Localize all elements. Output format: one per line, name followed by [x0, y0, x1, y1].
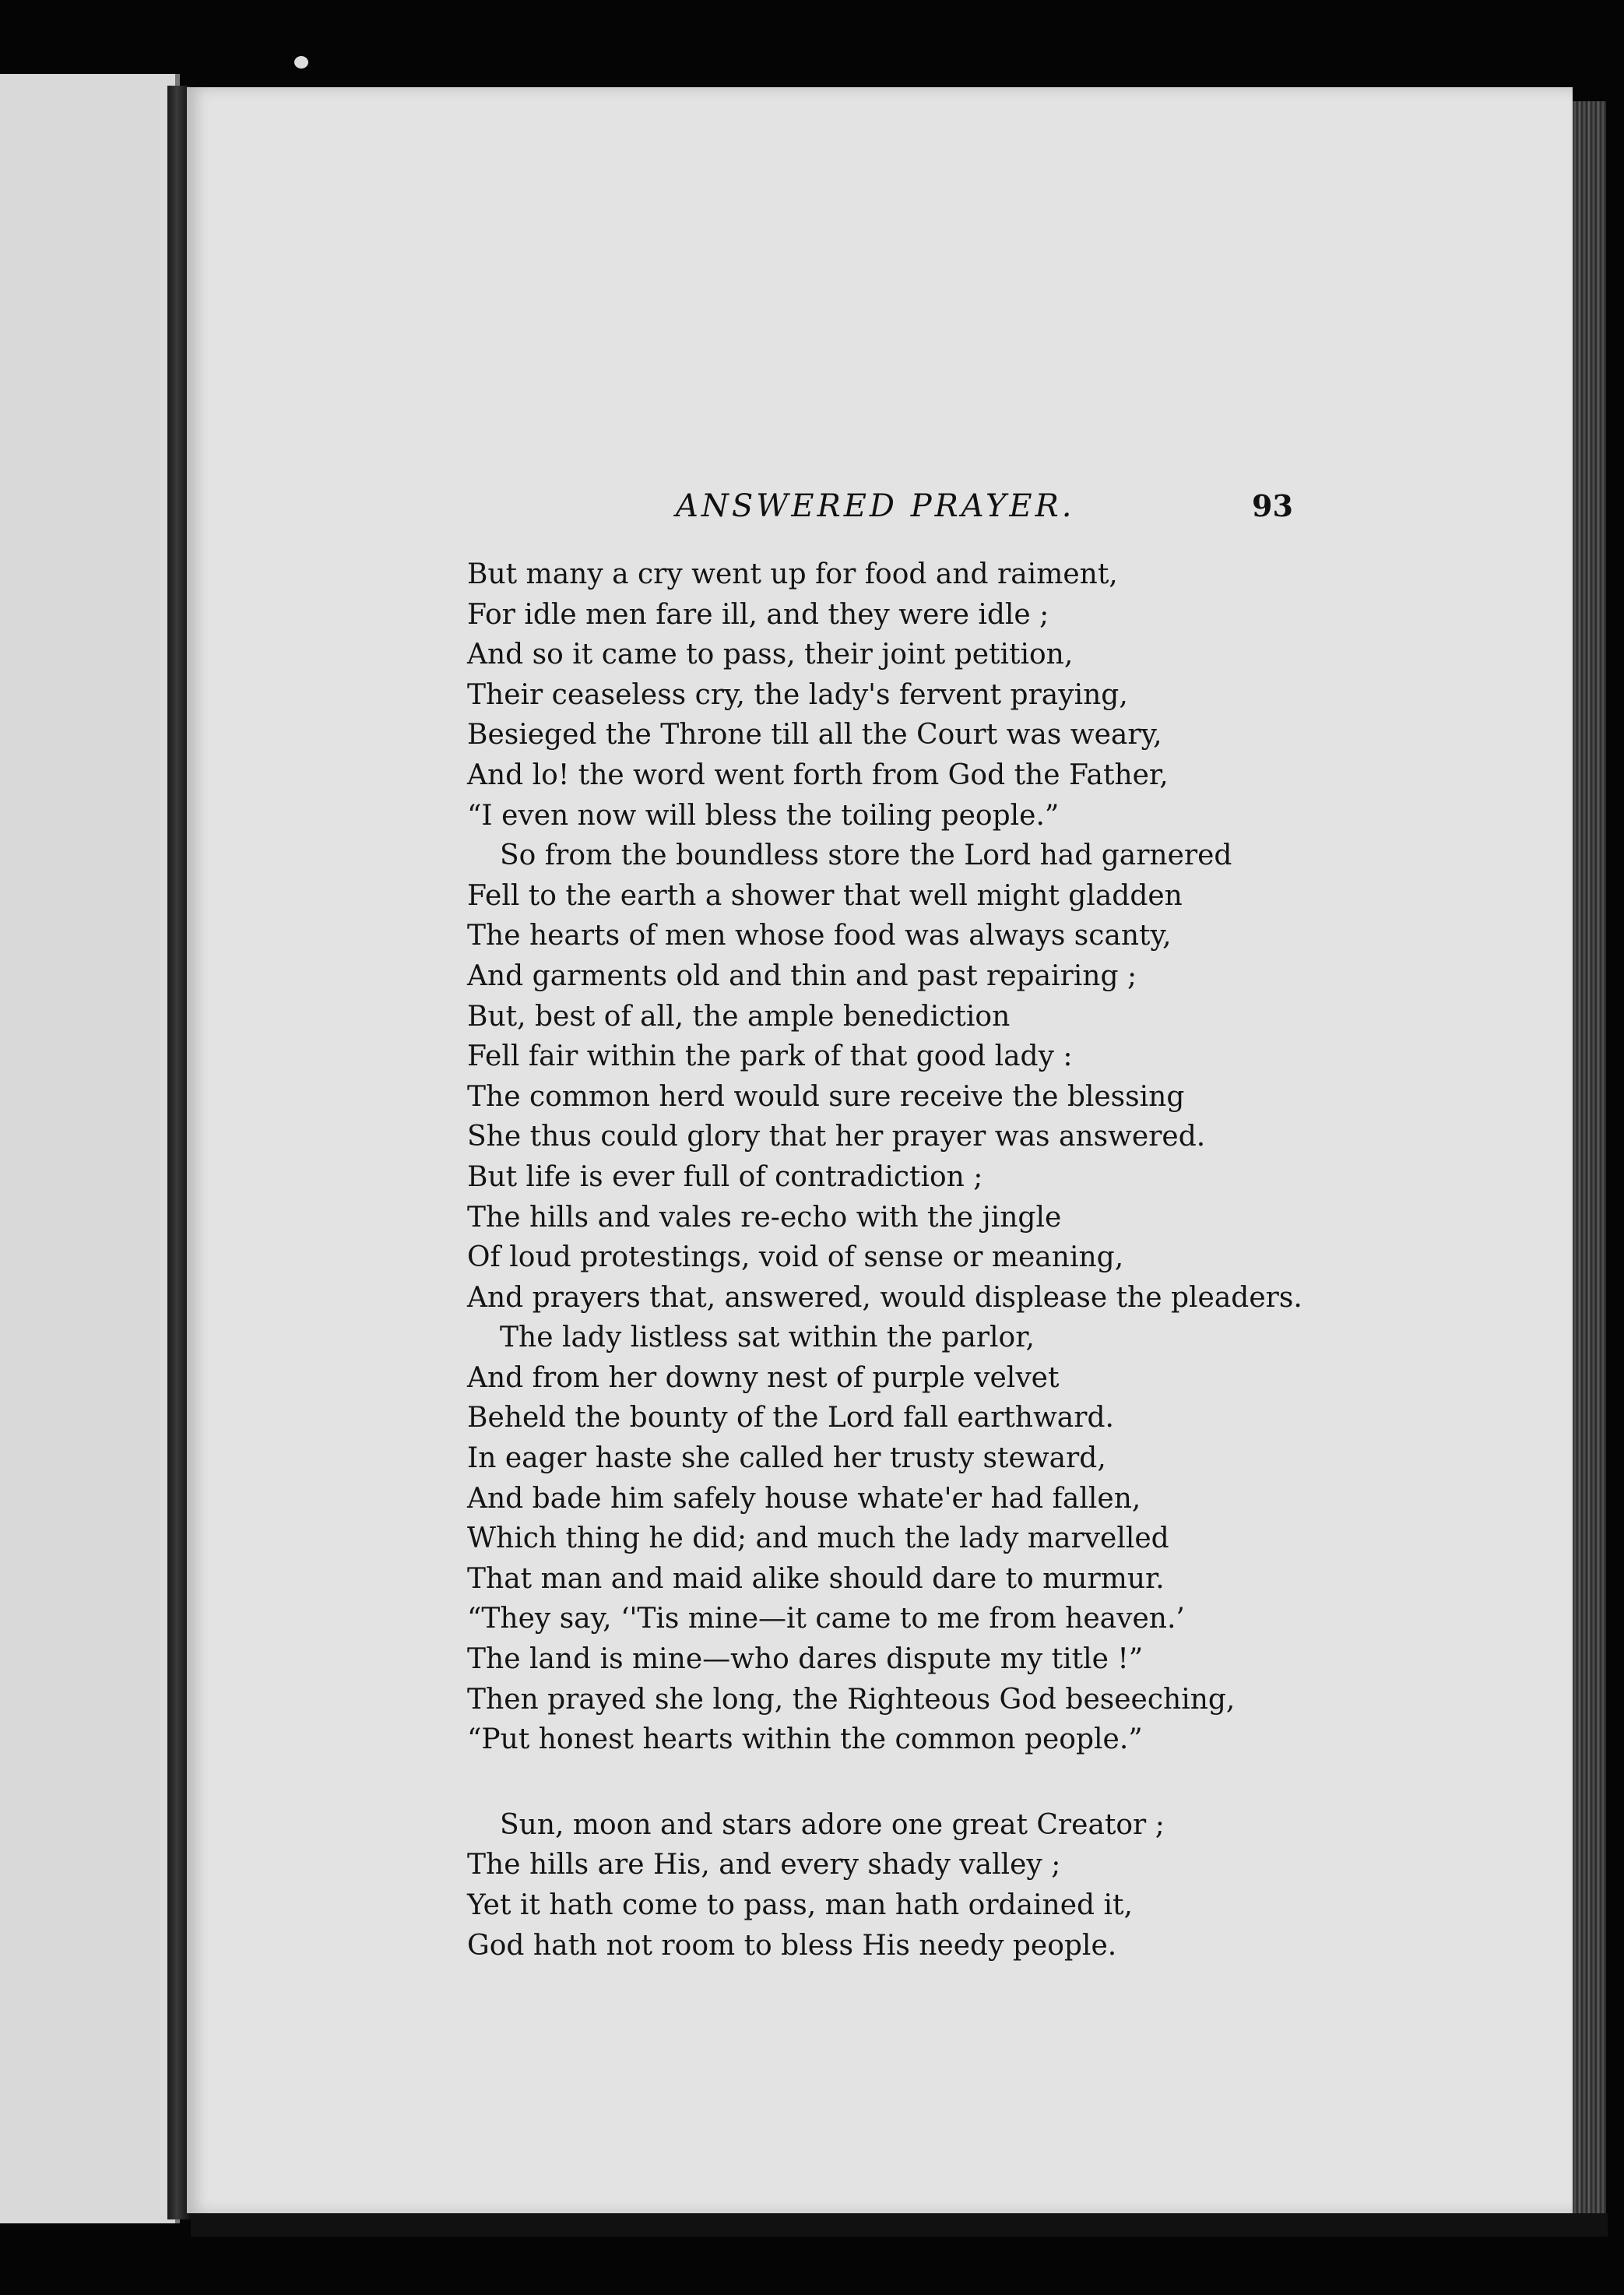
poem-line: That man and maid alike should dare to murmur. — [467, 1562, 1165, 1595]
poem-line: The hills and vales re-echo with the jingle — [467, 1201, 1062, 1234]
poem-line: Beheld the bounty of the Lord fall earthward. — [467, 1402, 1114, 1434]
poem-line: Fell to the earth a shower that well might gladden — [467, 879, 1183, 912]
poem-line: The hills are His, and every shady valley ; — [467, 1849, 1061, 1881]
poem-line: The lady listless sat within the parlor, — [500, 1322, 1035, 1354]
poem-line: Of loud protestings, void of sense or meaning, — [467, 1241, 1124, 1274]
poem-line: And garments old and thin and past repairing ; — [467, 959, 1137, 992]
stanza — [467, 1805, 1503, 1966]
poem-line: But life is ever full of contradiction ; — [467, 1160, 983, 1193]
poem-line: And from her downy nest of purple velvet — [467, 1361, 1060, 1394]
facing-page-edge — [0, 74, 180, 2223]
poem-line: But, best of all, the ample benediction — [467, 1000, 1011, 1033]
dust-speck — [294, 56, 308, 69]
poem-line: In eager haste she called her trusty steward, — [467, 1442, 1106, 1475]
poem-line: The common herd would sure receive the blessing — [467, 1080, 1185, 1113]
running-title: ANSWERED PRAYER. — [676, 488, 1075, 524]
poem-line: Sun, moon and stars adore one great Creator ; — [500, 1808, 1165, 1841]
poem-line: Yet it hath come to pass, man hath ordained it, — [467, 1889, 1133, 1921]
book-page — [187, 87, 1573, 2213]
stanza-break — [467, 1760, 1503, 1805]
poem-line: So from the boundless store the Lord had garnered — [500, 840, 1232, 872]
page-header — [187, 488, 1573, 551]
stanza — [467, 554, 1503, 1760]
poem-line: And prayers that, answered, would displease the pleaders. — [467, 1281, 1302, 1314]
poem-line: For idle men fare ill, and they were idle ; — [467, 598, 1049, 631]
poem-line: The land is mine—who dares dispute my title !” — [467, 1643, 1144, 1676]
poem-line: God hath not room to bless His needy people. — [467, 1929, 1117, 1962]
poem-line: But many a cry went up for food and raiment, — [467, 558, 1118, 590]
poem-line: She thus could glory that her prayer was answered. — [467, 1121, 1206, 1153]
poem-line: And so it came to pass, their joint petition, — [467, 639, 1074, 671]
poem-line: The hearts of men whose food was always scanty, — [467, 920, 1172, 952]
bottom-page-edge — [191, 2213, 1608, 2237]
poem-line: “They say, ‘'Tis mine—it came to me from heaven.’ — [467, 1603, 1185, 1635]
poem-line: “Put honest hearts within the common people.” — [467, 1723, 1143, 1756]
poem-line: “I even now will bless the toiling people.” — [467, 799, 1060, 832]
poem-line: And lo! the word went forth from God the Father, — [467, 759, 1169, 791]
poem-line: Fell fair within the park of that good lady : — [467, 1040, 1073, 1073]
poem-text — [467, 554, 1503, 1966]
page-number: 93 — [1252, 488, 1293, 523]
poem-line: Which thing he did; and much the lady marvelled — [467, 1522, 1169, 1555]
poem-line: Besieged the Throne till all the Court was weary, — [467, 719, 1162, 752]
poem-line: Their ceaseless cry, the lady's fervent praying, — [467, 678, 1128, 711]
poem-line: And bade him safely house whate'er had fallen, — [467, 1482, 1141, 1515]
poem-line: Then prayed she long, the Righteous God beseeching, — [467, 1683, 1236, 1716]
